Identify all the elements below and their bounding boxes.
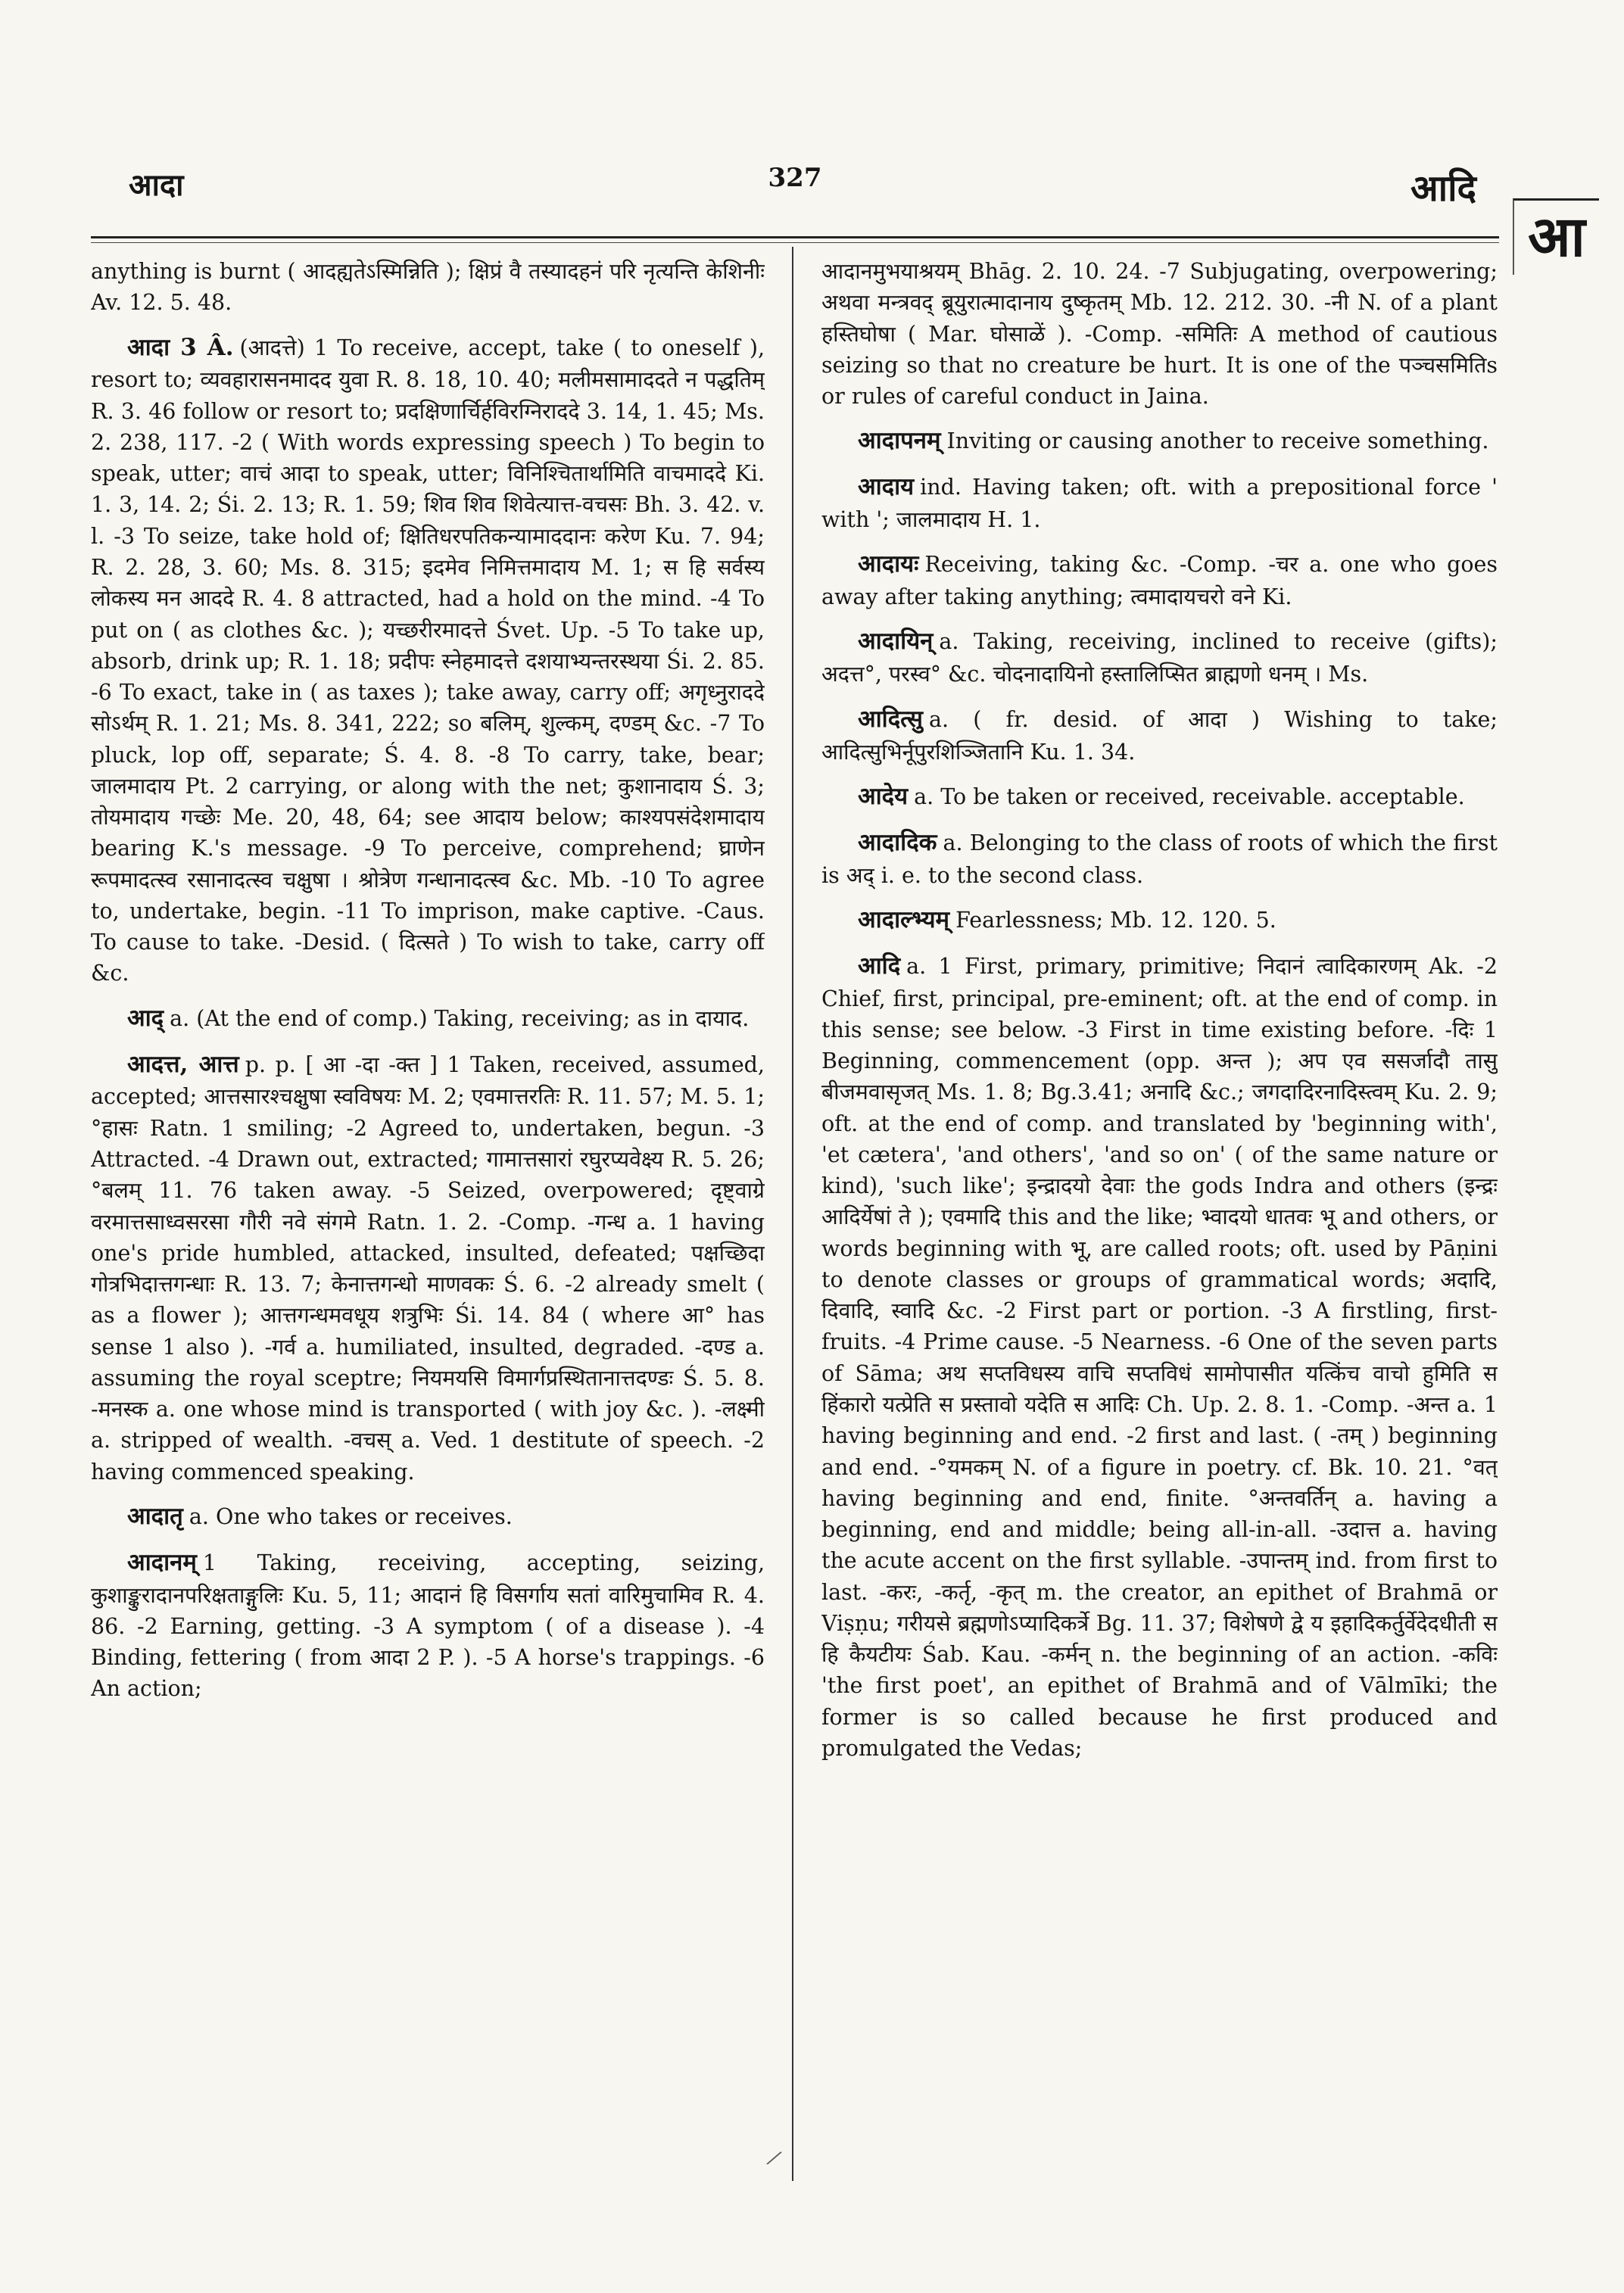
entry-body: Receiving, taking &c. -Comp. -चर a. one who goes away after taking anything; त्वमादायचरो वने Ki.	[821, 552, 1498, 610]
dictionary-entry	[821, 424, 1498, 458]
column-divider	[792, 247, 793, 2181]
dictionary-entry	[821, 470, 1498, 535]
dictionary-entry	[91, 331, 765, 989]
page-number: 327	[768, 163, 822, 193]
entry-headword: आदेय	[858, 782, 909, 810]
entry-body: Inviting or causing another to receive something.	[946, 428, 1489, 454]
dictionary-entry	[821, 703, 1498, 768]
header-rule-thin	[91, 242, 1499, 243]
entry-headword: आदायिन्	[858, 628, 934, 656]
entry-body: a. To be taken or received, receivable. acceptable.	[914, 784, 1465, 809]
pencil-mark: ⁄	[768, 2146, 780, 2171]
left-guide-word: आदा	[129, 167, 184, 203]
page-header	[91, 163, 1499, 223]
thumb-index-tab: आ	[1513, 198, 1599, 275]
entry-body: 1 Taking, receiving, accepting, seizing, कुशाङ्कुरादानपरिक्षताङ्गुलिः Ku. 5, 11; आदानं हि विसर्गाय सतां वारिमुचामिव R. 4. 86. -2 Earning, getting. -3 A symptom ( of a disease ). -4 Binding, fettering ( from आदा 2 P. ). -5 A horse's trappings. -6 An action;	[91, 1550, 765, 1702]
entry-body: a. ( fr. desid. of आदा ) Wishing to take; आदित्सुभिर्नूपुरशिञ्जितानि Ku. 1. 34.	[821, 706, 1498, 765]
entry-headword: आदा 3 Â.	[127, 333, 234, 361]
dictionary-entry	[821, 256, 1498, 412]
dictionary-entry	[91, 1500, 765, 1534]
header-rule	[91, 236, 1499, 238]
entry-body: a. 1 First, primary, primitive; निदानं त्वादिकारणम् Ak. -2 Chief, first, principal, pre-eminent; oft. at the end of comp. in this sense; see below. -3 First in time existing before. -दिः 1 Beginning, commencement (opp. अन्त ); अप एव ससर्जादौ तासु बीजमवासृजत् Ms. 1. 8; Bg.3.41; अनादि &c.; जगदादिरनादिस्त्वम् Ku. 2. 9; oft. at the end of comp. and translated by 'beginning with', 'et cætera', 'and others', 'and so on' ( of the same nature or kind), 'such like'; इन्द्रादयो देवाः the gods Indra and others (इन्द्रः आदिर्येषां ते ); एवमादि this and the like; भ्वादयो धातवः भू and others, or words beginning with भू, are called roots; oft. used by Pāṇini to denote classes or groups of grammatical words; अदादि, दिवादि, स्वादि &c. -2 First part or portion. -3 A firstling, first-fruits. -4 Prime cause. -5 Nearness. -6 One of the seven parts of Sāma; अथ सप्तविधस्य वाचि सप्तविधं सामोपासीत यत्किंच वाचो हुमिति स हिंकारो यत्प्रेति स प्रस्तावो यदेति स आदिः Ch. Up. 2. 8. 1. -Comp. -अन्त a. 1 having beginning and end. -2 first and last. ( -तम् ) beginning and end. -°यमकम् N. of a figure in poetry. cf. Bk. 10. 21. °वत् having beginning and end, finite. °अन्तवर्तिन् a. having a beginning, end and middle; being all-in-all. -उदात्त a. having the acute accent on the first syllable. -उपान्तम् ind. from first to last. -करः, -कर्तृ, -कृत् m. the creator, an epithet of Brahmā or Viṣṇu; गरीयसे ब्रह्मणोऽप्यादिकर्त्रे Bg. 11. 37; विशेषणे द्वे य इहादिकर्तुर्वेदेदधीती स हि कैयटीयः Śab. Kau. -कर्मन् n. the beginning of an action. -कविः 'the first poet', an epithet of Brahmā and of Vālmīki; the former is so called because he first produced and promulgated the Vedas;	[821, 953, 1498, 1761]
dictionary-entry	[91, 1048, 765, 1488]
entry-body: a. Taking, receiving, inclined to receive (gifts); अदत्त°, परस्व° &c. चोदनादायिनो हस्तालिप्सित ब्राह्मणो धनम् । Ms.	[821, 629, 1498, 687]
dictionary-entry	[821, 826, 1498, 891]
dictionary-entry	[91, 256, 765, 319]
dictionary-entry	[821, 780, 1498, 814]
dictionary-entry	[821, 625, 1498, 690]
entry-body: a. Belonging to the class of roots of which the first is अद् i. e. to the second class.	[821, 830, 1498, 888]
dictionary-entry	[821, 903, 1498, 937]
entry-body: a. One who takes or receives.	[189, 1503, 513, 1529]
entry-body: ind. Having taken; oft. with a prepositional force ' with '; जालमादाय H. 1.	[821, 475, 1498, 533]
dictionary-entry	[91, 1002, 765, 1036]
dictionary-entry	[821, 949, 1498, 1765]
entry-headword: आदादिक	[858, 828, 937, 856]
left-column	[91, 256, 765, 2164]
right-column	[821, 256, 1498, 2164]
entry-body: (आदत्ते) 1 To receive, accept, take ( to oneself ), resort to; व्यवहारासनमादद युवा R. 8. 18, 10. 40; मलीमसामाददते न पद्धतिम् R. 3. 46 follow or resort to; प्रदक्षिणार्चिर्हविरग्निराददे 3. 14, 1. 45; Ms. 2. 238, 117. -2 ( With words expressing speech ) To begin to speak, utter; वाचं आदा to speak, utter; विनिश्चितार्थामिति वाचमाददे Ki. 1. 3, 14. 2; Śi. 2. 13; R. 1. 59; शिव शिव शिवेत्यात्त-वचसः Bh. 3. 42. v. l. -3 To seize, take hold of; क्षितिधरपतिकन्यामाददानः करेण Ku. 7. 94; R. 2. 28, 3. 60; Ms. 8. 315; इदमेव निमित्तमादाय M. 1; स हि सर्वस्य लोकस्य मन आददे R. 4. 8 attracted, had a hold on the mind. -4 To put on ( as clothes &c. ); यच्छरीरमादत्ते Śvet. Up. -5 To take up, absorb, drink up; R. 1. 18; प्रदीपः स्नेहमादत्ते दशयाभ्यन्तरस्थया Śi. 2. 85. -6 To exact, take in ( as taxes ); take away, carry off; अगृध्नुराददे सोऽर्थम् R. 1. 21; Ms. 8. 341, 222; so बलिम्, शुल्कम्, दण्डम् &c. -7 To pluck, lop off, separate; Ś. 4. 8. -8 To carry, take, bear; जालमादाय Pt. 2 carrying, or along with the net; कुशानादाय Ś. 3; तोयमादाय गच्छेः Me. 20, 48, 64; see आदाय below; काश्यपसंदेशमादाय bearing K.'s message. -9 To perceive, comprehend; घ्राणेन रूपमादत्स्व रसानादत्स्व चक्षुषा । श्रोत्रेण गन्धानादत्स्व &c. Mb. -10 To agree to, undertake, begin. -11 To imprison, make captive. -Caus. To cause to take. -Desid. ( दित्सते ) To wish to take, carry off &c.	[91, 335, 765, 986]
entry-headword: आदायः	[858, 550, 919, 578]
entry-headword: आदि	[858, 952, 901, 980]
entry-headword: आदापनम्	[858, 427, 941, 455]
entry-body: a. (At the end of comp.) Taking, receiving; as in दायाद.	[170, 1005, 750, 1031]
entry-headword: आदानम्	[127, 1548, 197, 1576]
entry-headword: आदातृ	[127, 1502, 183, 1530]
entry-body: आदानमुभयाश्रयम् Bhāg. 2. 10. 24. -7 Subjugating, overpowering; अथवा मन्त्रवद् ब्रूयुरात्मादानाय दुष्कृतम् Mb. 12. 212. 30. -नी N. of a plant हस्तिघोषा ( Mar. घोसाळें ). -Comp. -समितिः A method of cautious seizing so that no creature be hurt. It is one of the पञ्चसमितिs or rules of careful conduct in Jaina.	[821, 259, 1498, 410]
entry-headword: आदत्त, आत्त	[127, 1050, 239, 1078]
entry-headword: आदाय	[858, 473, 915, 501]
right-guide-word: आदि	[1410, 167, 1476, 210]
entry-headword: आदाल्भ्यम्	[858, 905, 950, 933]
entry-headword: आद्	[127, 1004, 164, 1032]
entry-body: anything is burnt ( आदह्यतेऽस्मिन्निति ); क्षिप्रं वै तस्यादहनं परि नृत्यन्ति केशिनीः Av. 12. 5. 48.	[91, 259, 765, 316]
entry-body: p. p. [ आ -दा -क्त ] 1 Taken, received, assumed, accepted; आत्तसारश्चक्षुषा स्वविषयः M. 2; एवमात्तरतिः R. 11. 57; M. 5. 1; °हासः Ratn. 1 smiling; -2 Agreed to, undertaken, begun. -3 Attracted. -4 Drawn out, extracted; गामात्तसारां रघुरप्यवेक्ष्य R. 5. 26; °बलम् 11. 76 taken away. -5 Seized, overpowered; दृष्ट्वाग्रे वरमात्तसाध्वसरसा गौरी नवे संगमे Ratn. 1. 2. -Comp. -गन्ध a. 1 having one's pride humbled, attacked, insulted, defeated; पक्षच्छिदा गोत्रभिदात्तगन्धाः R. 13. 7; केनात्तगन्धो माणवकः Ś. 6. -2 already smelt ( as a flower ); आत्तगन्धमवधूय शत्रुभिः Śi. 14. 84 ( where आ° has sense 1 also ). -गर्व a. humiliated, insulted, degraded. -दण्ड a. assuming the royal sceptre; नियमयसि विमार्गप्रस्थितानात्तदण्डः Ś. 5. 8. -मनस्क a. one whose mind is transported ( with joy &c. ). -लक्ष्मी a. stripped of wealth. -वचस् a. Ved. 1 destitute of speech. -2 having commenced speaking.	[91, 1051, 765, 1485]
entry-body: Fearlessness; Mb. 12. 120. 5.	[955, 907, 1276, 933]
dictionary-entry	[821, 547, 1498, 612]
dictionary-entry	[91, 1546, 765, 1705]
entry-headword: आदित्सु	[858, 705, 923, 733]
